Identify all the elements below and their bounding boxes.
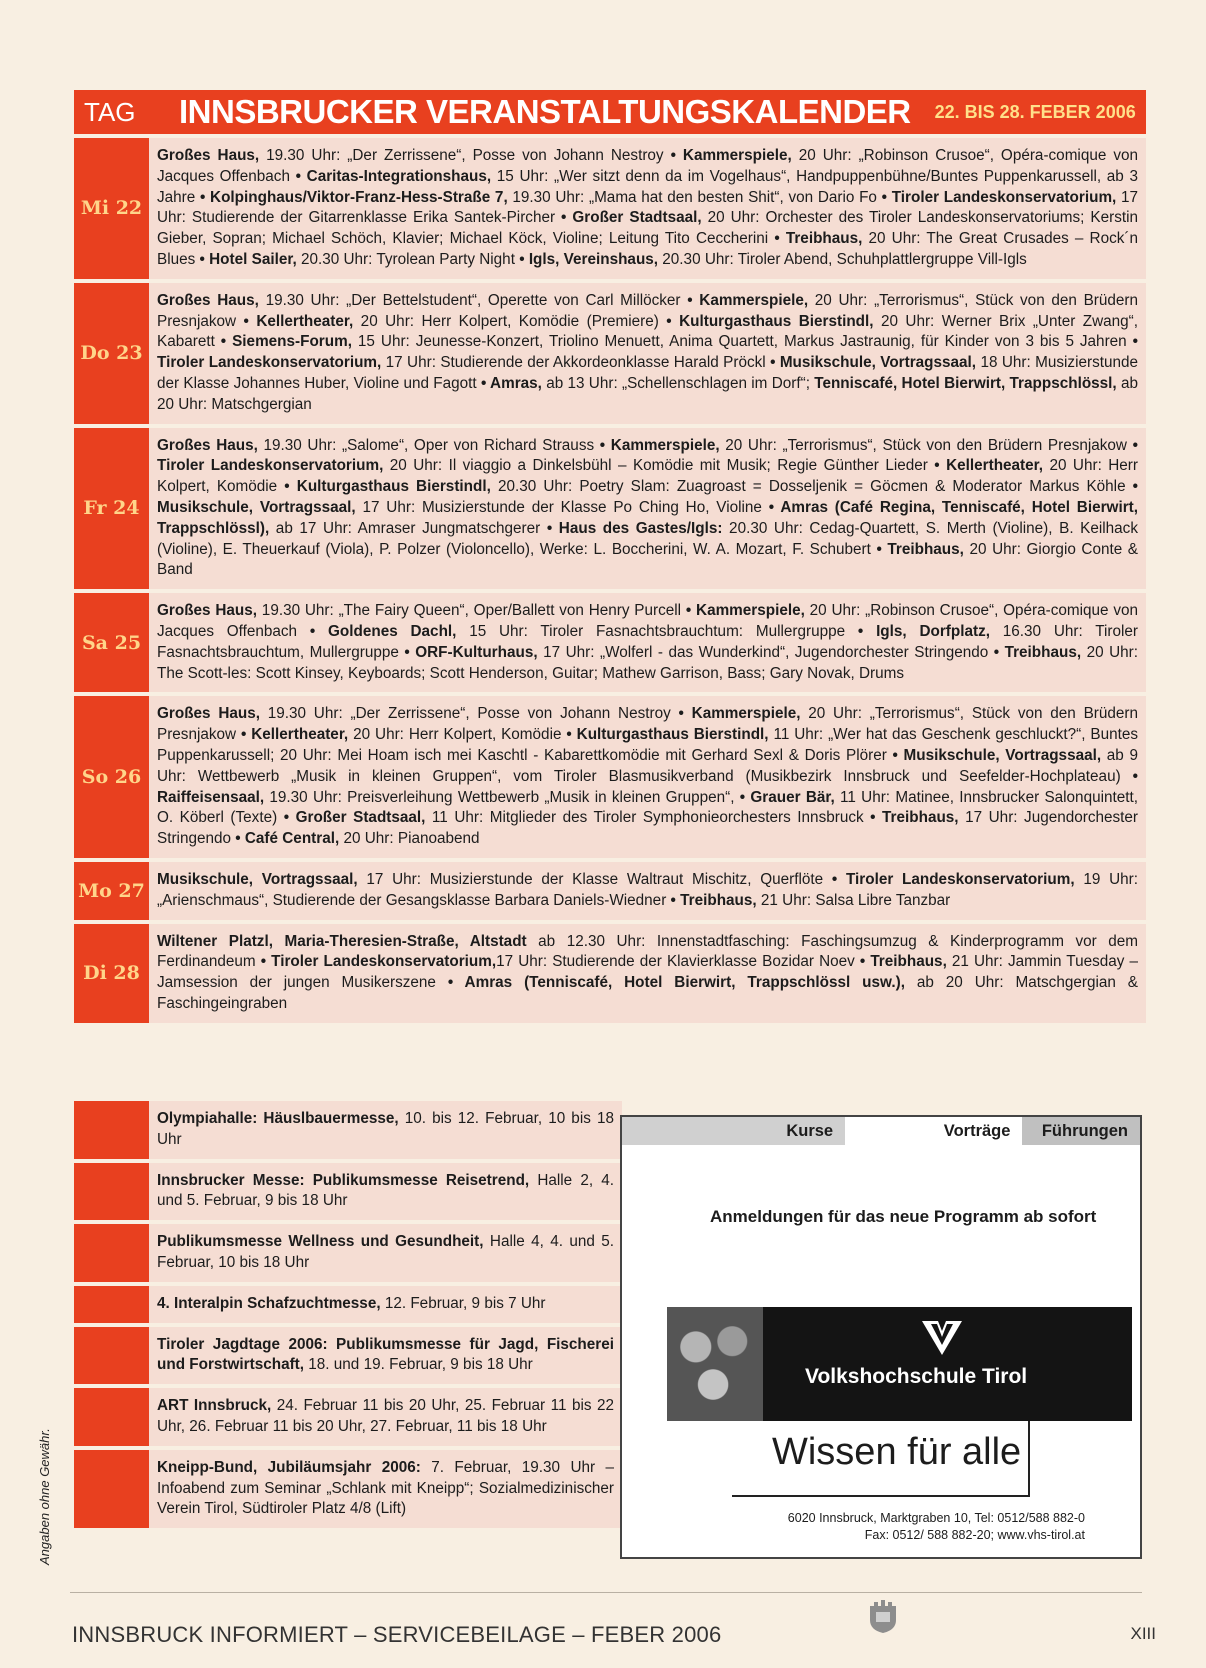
bullet-separator: • — [561, 726, 577, 744]
event-details: 20 Uhr: Herr Kolpert, Komödie — [348, 726, 562, 744]
event-details: 20.30 Uhr: Cedag-Quartett, S. Merth (Violine), B. Keilhack (Violine), E. Theuerkauf (Viola), P. Polzer (Violoncello), Werke: L. Boccherini, W. A. Mozart, F. Schubert — [157, 519, 1138, 558]
venue-name: Tiroler Landeskonservatorium, — [891, 188, 1117, 206]
bullet-separator: • — [681, 602, 697, 620]
event-details: 20 Uhr: Werner Brix „Unter Zwang“, Kabarett — [157, 312, 1139, 351]
venue-name: Kellertheater, — [251, 726, 349, 744]
fair-row — [74, 1388, 622, 1446]
calendar-title: INNSBRUCKER VERANSTALTUNGSKALENDER — [179, 93, 911, 130]
calendar-header — [74, 90, 1146, 134]
fair-row — [74, 1450, 622, 1528]
event-details: 17 Uhr: Studierende der Akkordeonklasse Harald Pröckl — [381, 354, 766, 372]
footer-title: INNSBRUCK INFORMIERT – SERVICEBEILAGE – FEBER 2006 — [72, 1622, 722, 1647]
day-events — [149, 283, 1146, 424]
event-details: 20.30 Uhr: Poetry Slam: Zuagroast = Dosseljenik = Göcmen & Moderator Markus Köhle — [490, 478, 1126, 496]
fair-details: 7. Februar, 19.30 Uhr – Infoabend zum Seminar „Schlank mit Kneipp“; Sozialmedizinischer Verein Tirol, Südtiroler Platz 4/8 (Lift) — [157, 1458, 614, 1518]
bullet-separator: • — [666, 891, 681, 909]
day-schedule — [74, 138, 1146, 1027]
venue-name: Igls, Vereinshaus, — [528, 250, 659, 268]
bullet-separator: • — [594, 436, 611, 454]
day-events — [149, 924, 1146, 1023]
bullet-separator: • — [514, 250, 529, 268]
event-details: ab 20 Uhr: Matschgergian — [157, 374, 1138, 413]
fair-marker — [74, 1327, 149, 1385]
fair-details: 12. Februar, 9 bis 7 Uhr — [380, 1294, 546, 1312]
fair-entry — [149, 1388, 622, 1446]
event-details: 20 Uhr: „Robinson Crusoe“, Opéra-comique von Jacques Offenbach — [157, 147, 1138, 185]
day-row — [74, 593, 1146, 692]
day-events — [149, 593, 1146, 692]
fair-entry — [149, 1224, 622, 1282]
ad-fax-web: Fax: 0512/ 588 882-20; www.vhs-tirol.at — [864, 1528, 1085, 1542]
ad-slogan: Wissen für alle — [772, 1431, 1022, 1473]
venue-name: Wiltener Platzl, Maria-Theresien-Straße, Altstadt — [157, 932, 527, 950]
day-label: Mi 22 — [74, 138, 149, 279]
fair-name: Kneipp-Bund, Jubiläumsjahr 2006: — [157, 1458, 421, 1476]
bullet-separator: • — [277, 478, 297, 496]
group-photo — [667, 1307, 763, 1421]
venue-name: Großes Haus, — [157, 602, 258, 620]
venue-name: Kammerspiele, — [691, 705, 801, 723]
bullet-separator: • — [231, 830, 245, 848]
venue-name: Kellertheater, — [256, 312, 354, 330]
venue-name: Igls, Dorfplatz, — [876, 622, 990, 640]
day-row — [74, 138, 1146, 279]
fair-entry — [149, 1163, 622, 1221]
bullet-separator: • — [761, 498, 781, 516]
bullet-separator: • — [663, 147, 683, 164]
event-details: ab 20 Uhr: Matschgergian & Faschingeingraben — [157, 974, 1138, 1012]
venue-name: Tenniscafé, Hotel Bierwirt, Trappschlössl, — [814, 374, 1117, 392]
fair-marker — [74, 1163, 149, 1221]
event-details: 17 Uhr: Studierende der Gitarrenklasse Erika Santek-Pircher — [157, 188, 1139, 227]
day-events — [149, 696, 1146, 858]
event-details: 20.30 Uhr: Tiroler Abend, Schuhplattlergruppe Vill-Igls — [658, 250, 1027, 268]
bullet-separator: • — [555, 209, 573, 227]
day-row — [74, 428, 1146, 590]
venue-name: Amras (Tenniscafé, Hotel Bierwirt, Trappschlössl usw.), — [464, 974, 905, 992]
bullet-separator: • — [1126, 333, 1139, 351]
fair-marker — [74, 1450, 149, 1528]
ad-contact — [788, 1510, 1085, 1544]
vhs-advertisement — [620, 1115, 1142, 1559]
ad-tab-kurse: Kurse — [622, 1117, 845, 1145]
event-details: 17 Uhr: Musizierstunde der Klasse Po Ching Ho, Violine — [355, 498, 762, 516]
venue-name: Großes Haus, — [157, 436, 258, 454]
venue-name: Musikschule, Vortragssaal, — [157, 870, 358, 888]
event-details: 17 Uhr: „Wolferl - das Wunderkind“, Jugendorchester Stringendo — [537, 643, 989, 661]
venue-name: Kolpinghaus/Viktor-Franz-Hess-Straße 7, — [210, 188, 508, 206]
venue-name: Siemens-Forum, — [232, 333, 352, 351]
venue-name: Musikschule, Vortragssaal, — [903, 746, 1102, 764]
event-details: 19 Uhr: „Arienschmaus“, Studierende der Gesangsklasse Barbara Daniels-Wiedner — [157, 870, 1138, 909]
event-details: 17 Uhr: Jugendorchester Stringendo — [157, 809, 1139, 848]
bullet-separator: • — [236, 726, 252, 744]
venue-name: Großer Stadtsaal, — [295, 809, 426, 827]
bullet-separator: • — [277, 809, 296, 827]
event-details: 20 Uhr: „Terrorismus“, Stück von den Brüdern Presnjakow — [157, 705, 1138, 744]
fair-details: 18. und 19. Februar, 9 bis 18 Uhr — [304, 1356, 533, 1374]
day-label: Mo 27 — [74, 862, 149, 920]
vhs-logo-icon — [922, 1321, 962, 1355]
event-details: 19.30 Uhr: „Mama hat den besten Shit“, von Dario Fo — [507, 188, 877, 206]
day-label: Sa 25 — [74, 593, 149, 692]
event-details: ab 17 Uhr: Amraser Jungmatschgerer — [269, 519, 541, 537]
venue-name: Großer Stadtsaal, — [572, 209, 702, 227]
city-crest-icon — [868, 1600, 898, 1634]
day-label: Do 23 — [74, 283, 149, 424]
event-details: 15 Uhr: Jeunesse-Konzert, Triolino Menuett, Anima Quartett, Markus Jastraunig, für Kinder von 3 bis 5 Jahren — [351, 333, 1127, 351]
page-number: XIII — [1130, 1624, 1156, 1643]
venue-name: Kammerspiele, — [682, 147, 792, 164]
event-details: 20 Uhr: Orchester des Tiroler Landeskonservatoriums; Kerstin Gieber, Sopran; Michael Schöch, Klavier; Michael Köck, Violine; Leitung Tito Ceccherini — [157, 209, 1139, 248]
fair-details: Halle 4, 4. und 5. Februar, 10 bis 18 Uhr — [157, 1233, 614, 1271]
bullet-separator: • — [876, 188, 892, 206]
venue-name: Kammerspiele, — [699, 291, 809, 309]
day-events — [149, 862, 1146, 920]
bullet-separator: • — [476, 374, 491, 392]
date-range: 22. BIS 28. FEBER 2006 — [934, 101, 1136, 122]
venue-name: Kulturgasthaus Bierstindl, — [679, 312, 874, 330]
venue-name: Kammerspiele, — [696, 602, 805, 620]
vhs-banner — [667, 1307, 1132, 1421]
bullet-separator: • — [823, 870, 846, 888]
event-details: 20 Uhr: Il viaggio a Dinkelsbühl – Komödie mit Musik; Regie Günther Lieder — [383, 457, 928, 475]
venue-name: Großes Haus, — [157, 705, 260, 723]
venue-name: Tiroler Landeskonservatorium, — [845, 870, 1075, 888]
bullet-separator: • — [289, 167, 307, 185]
fair-row — [74, 1286, 622, 1323]
event-details: 19.30 Uhr: „Der Bettelstudent“, Operette von Carl Millöcker — [258, 291, 681, 309]
venue-name: Amras (Café Regina, Tenniscafé, Hotel Bierwirt, Trappschlössl), — [157, 498, 1138, 537]
bullet-separator: • — [1126, 436, 1138, 454]
bullet-separator: • — [1120, 767, 1138, 785]
venue-name: Grauer Bär, — [750, 788, 835, 806]
ad-address: 6020 Innsbruck, Marktgraben 10, Tel: 0512/588 882-0 — [787, 1511, 1085, 1525]
fair-row — [74, 1163, 622, 1221]
fair-row — [74, 1224, 622, 1282]
bullet-separator: • — [870, 540, 888, 558]
day-label: Fr 24 — [74, 428, 149, 590]
tag-column-heading: TAG — [84, 96, 136, 127]
day-label: So 26 — [74, 696, 149, 858]
fair-name: Publikumsmesse Wellness und Gesundheit, — [157, 1233, 484, 1251]
fair-list — [74, 1101, 622, 1532]
bullet-separator: • — [195, 250, 210, 268]
event-details: 20 Uhr: „Terrorismus“, Stück von den Brüdern Presnjakow — [719, 436, 1127, 454]
venue-name: Musikschule, Vortragssaal, — [779, 354, 977, 372]
day-events — [149, 138, 1146, 279]
event-details: 16.30 Uhr: Tiroler Fasnachtsbrauchtum, Mullergruppe — [157, 622, 1139, 661]
event-details: 19.30 Uhr: „Der Zerrissene“, Posse von Johann Nestroy — [259, 705, 671, 723]
bullet-separator: • — [765, 354, 780, 372]
event-details: 20 Uhr: Pianoabend — [339, 830, 480, 848]
event-details: 15 Uhr: Tiroler Fasnachtsbrauchtum: Mullergruppe — [456, 622, 846, 640]
event-details: 20 Uhr: The Scott-les: Scott Kinsey, Keyboards; Scott Henderson, Guitar; Mathew Garrison, Bass; Gary Novak, Drums — [157, 643, 1139, 682]
event-details: 20 Uhr: „Robinson Crusoe“, Opéra-comique von Jacques Offenbach — [157, 602, 1139, 640]
venue-name: Treibhaus, — [680, 891, 757, 909]
venue-name: Kellertheater, — [946, 457, 1044, 475]
fair-row — [74, 1101, 622, 1159]
bullet-separator: • — [435, 974, 465, 992]
bullet-separator: • — [845, 622, 877, 640]
fair-details: Halle 2, 4. und 5. Februar, 9 bis 18 Uhr — [157, 1171, 614, 1210]
event-details: 11 Uhr: „Wer hat das Geschenk geschluckt?“, Buntes Puppenkarussell; 20 Uhr: Mei Hoam isch mei Kaschtl - Kabarettkomödie mit Gerhard Sexl & Doris Plörer — [157, 726, 1139, 764]
fair-name: Innsbrucker Messe: Publikumsmesse Reisetrend, — [157, 1171, 530, 1189]
event-details: 11 Uhr: Mitglieder des Tiroler Symphonieorchesters Innsbruck — [425, 809, 864, 827]
event-details: ab 13 Uhr: „Schellenschlagen im Dorf“; — [541, 374, 815, 392]
day-events — [149, 428, 1146, 590]
venue-name: Hotel Sailer, — [209, 250, 297, 268]
event-details: 20 Uhr: Herr Kolpert, Komödie (Premiere) — [353, 312, 659, 330]
event-details: 20 Uhr: Herr Kolpert, Komödie — [157, 457, 1138, 496]
bullet-separator: • — [540, 519, 559, 537]
venue-name: Goldenes Dachl, — [328, 622, 457, 640]
event-details: 19.30 Uhr: „Der Zerrissene“, Posse von Johann Nestroy — [259, 147, 664, 164]
bullet-separator: • — [768, 230, 786, 248]
bullet-separator: • — [658, 312, 680, 330]
fair-row — [74, 1327, 622, 1385]
fair-marker — [74, 1224, 149, 1282]
venue-name: Caritas-Integrationshaus, — [306, 167, 492, 185]
event-details: 21 Uhr: Jammin Tuesday – Jamsession der jungen Musikerszene — [157, 953, 1138, 992]
venue-name: Treibhaus, — [882, 809, 959, 827]
event-details: 17 Uhr: Musizierstunde der Klasse Waltraut Mischitz, Querflöte — [357, 870, 824, 888]
fair-entry — [149, 1450, 622, 1528]
event-details: 20 Uhr: „Terrorismus“, Stück von den Brüdern Presnjakow — [157, 291, 1139, 330]
vhs-brand-name: Volkshochschule Tirol — [805, 1365, 1028, 1388]
ad-tab-fuehrungen: Führungen — [1022, 1117, 1140, 1145]
venue-name: Kulturgasthaus Bierstindl, — [576, 726, 769, 744]
venue-name: Tiroler Landeskonservatorium, — [157, 354, 382, 372]
event-details: 19.30 Uhr: „The Fairy Queen“, Oper/Ballett von Henry Purcell — [257, 602, 682, 620]
bullet-separator: • — [680, 291, 700, 309]
bullet-separator: • — [927, 457, 947, 475]
day-label: Di 28 — [74, 924, 149, 1023]
fair-name: ART Innsbruck, — [157, 1397, 272, 1415]
fair-name: Tiroler Jagdtage 2006: Publikumsmesse für Jagd, Fischerei und Forstwirtschaft, — [157, 1335, 614, 1374]
event-details: ab 9 Uhr: Wettbewerb „Musik in kleinen Gruppen“, vom Tiroler Blasmusikverband (Musikbezirk Innsbruck und Seefelder-Hochplateau) — [157, 746, 1138, 785]
venue-name: Treibhaus, — [785, 230, 863, 248]
day-row — [74, 696, 1146, 858]
ad-tab-bar — [622, 1117, 1140, 1145]
bullet-separator: • — [670, 705, 692, 723]
event-details: 15 Uhr: „Wer sitzt denn da im Vogelhaus“, Handpuppenbühne/Buntes Puppenkarussell, ab 3 Jahre — [157, 167, 1138, 206]
footer-divider — [70, 1592, 1142, 1593]
fair-name: Olympiahalle: Häuslbauermesse, — [157, 1110, 399, 1127]
fair-details: 10. bis 12. Februar, 10 bis 18 Uhr — [157, 1110, 614, 1148]
bullet-separator: • — [863, 809, 883, 827]
day-row — [74, 283, 1146, 424]
venue-name: Haus des Gastes/Igls: — [558, 519, 723, 537]
bullet-separator: • — [214, 333, 233, 351]
ad-invitation: Anmeldungen für das neue Programm ab sofort — [710, 1207, 1097, 1226]
venue-name: ORF-Kulturhaus, — [415, 643, 538, 661]
event-details: 19.30 Uhr: „Salome“, Oper von Richard Strauss — [257, 436, 595, 454]
fair-entry — [149, 1327, 622, 1385]
venue-name: Treibhaus, — [887, 540, 964, 558]
venue-name: Treibhaus, — [870, 953, 947, 971]
event-details: 11 Uhr: Matinee, Innsbrucker Salonquintett, O. Köberl (Texte) — [157, 788, 1138, 827]
bullet-separator: • — [255, 953, 272, 971]
event-details: 17 Uhr: Studierende der Klavierklasse Bozidar Noev — [496, 953, 855, 971]
fair-marker — [74, 1286, 149, 1323]
venue-name: Treibhaus, — [1004, 643, 1082, 661]
venue-name: Musikschule, Vortragssaal, — [157, 498, 356, 516]
bullet-separator: • — [236, 312, 257, 330]
day-row — [74, 924, 1146, 1023]
bullet-separator: • — [988, 643, 1005, 661]
bullet-separator: • — [297, 622, 329, 640]
bullet-separator: • — [734, 788, 751, 806]
fair-name: 4. Interalpin Schafzuchtmesse, — [157, 1294, 381, 1312]
fair-entry — [149, 1286, 622, 1323]
bullet-separator: • — [195, 188, 211, 206]
bullet-separator: • — [886, 746, 904, 764]
event-details: 20.30 Uhr: Tyrolean Party Night — [296, 250, 515, 268]
venue-name: Großes Haus, — [157, 147, 260, 164]
venue-name: Kammerspiele, — [610, 436, 720, 454]
venue-name: Tiroler Landeskonservatorium, — [271, 953, 497, 971]
ad-tab-vortraege: Vorträge — [845, 1117, 1022, 1145]
bullet-separator: • — [1125, 478, 1139, 496]
venue-name: Kulturgasthaus Bierstindl, — [296, 478, 491, 496]
fair-marker — [74, 1101, 149, 1159]
bullet-separator: • — [854, 953, 871, 971]
event-details: 20 Uhr: The Great Crusades – Rock´n Blues — [157, 230, 1139, 268]
event-details: 21 Uhr: Salsa Libre Tanzbar — [756, 891, 951, 909]
venue-name: Café Central, — [244, 830, 340, 848]
day-row — [74, 862, 1146, 920]
fair-marker — [74, 1388, 149, 1446]
event-details: ab 12.30 Uhr: Innenstadtfasching: Faschingsumzug & Kinderprogramm vor dem Ferdinandeum — [157, 932, 1138, 971]
event-details: 19.30 Uhr: Preisverleihung Wettbewerb „Musik in kleinen Gruppen“, — [264, 788, 735, 806]
fair-entry — [149, 1101, 622, 1159]
venue-name: Tiroler Landeskonservatorium, — [157, 457, 384, 475]
venue-name: Großes Haus, — [157, 291, 259, 309]
disclaimer-note: Angaben ohne Gewähr. — [37, 1428, 52, 1565]
bullet-separator: • — [398, 643, 416, 661]
venue-name: Raiffeisensaal, — [157, 788, 265, 806]
fair-details: 24. Februar 11 bis 20 Uhr, 25. Februar 11 bis 22 Uhr, 26. Februar 11 bis 20 Uhr, 27. Februar, 11 bis 18 Uhr — [157, 1397, 614, 1435]
event-details: 18 Uhr: Musizierstunde der Klasse Johannes Huber, Violine und Fagott — [157, 354, 1138, 392]
event-details: 20 Uhr: Giorgio Conte & Band — [157, 540, 1138, 579]
venue-name: Amras, — [490, 374, 542, 392]
